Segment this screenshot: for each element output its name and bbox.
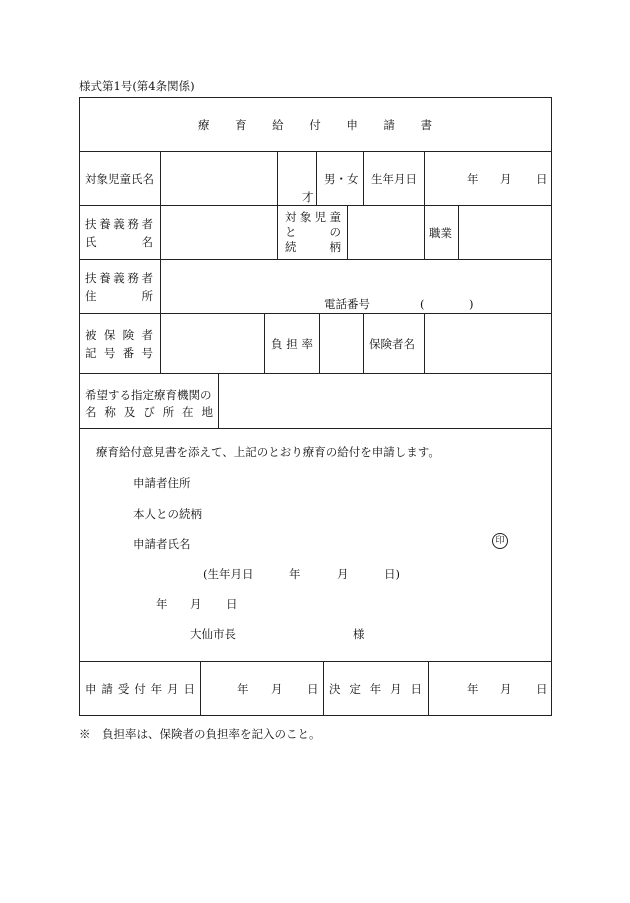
address-label-line2	[85, 289, 153, 303]
label-char: 率	[301, 337, 313, 351]
label-char: 扶	[85, 271, 97, 285]
label-char: 負	[271, 337, 283, 351]
row-line	[79, 661, 552, 662]
decided-date-label	[329, 682, 422, 696]
label-char: 名	[141, 235, 153, 249]
decided-day: 日	[536, 682, 548, 696]
label-char: 務	[127, 271, 139, 285]
form-number: 様式第1号(第4条関係)	[79, 79, 195, 93]
col-line	[200, 661, 201, 716]
birth-day-unit: 日	[536, 172, 548, 186]
col-line	[428, 661, 429, 716]
institution-label-line1: 希望する指定療育機関の	[85, 388, 212, 402]
row-line	[79, 428, 552, 429]
label-char: 称	[104, 405, 116, 419]
label-char: 氏	[85, 235, 97, 249]
decided-year: 年	[467, 682, 479, 696]
application-statement: 療育給付意見書を添えて、上記のとおり療育の給付を申請します。	[96, 445, 440, 459]
label-char: 年	[150, 682, 163, 696]
label-char: 名	[85, 405, 97, 419]
title-char: 書	[420, 118, 432, 132]
label-char: 険	[122, 328, 135, 342]
label-char: 務	[127, 217, 139, 231]
label-char: 年	[369, 682, 382, 696]
label-char: 対	[285, 210, 297, 224]
col-line	[264, 313, 265, 374]
relationship-field[interactable]	[210, 503, 500, 523]
label-char: 決	[329, 682, 341, 696]
label-char: 在	[182, 405, 194, 419]
address-label-line1	[85, 271, 153, 285]
label-char: 受	[117, 682, 130, 696]
guardian-label-line2	[85, 235, 153, 249]
application-date-day: 日	[226, 597, 238, 611]
col-line	[323, 661, 324, 716]
label-char: 養	[99, 271, 111, 285]
application-date-year: 年	[156, 597, 168, 611]
label-char: 日	[183, 682, 195, 696]
label-char: 者	[141, 271, 153, 285]
phone-paren-open: (	[420, 297, 425, 311]
title-char: 育	[235, 118, 247, 132]
label-char: 担	[286, 337, 298, 351]
honorific: 様	[353, 627, 365, 641]
birth-open: (生年月日	[203, 567, 254, 581]
col-line	[363, 151, 364, 206]
seal-mark: 印	[492, 533, 508, 549]
insurer-name-field[interactable]	[425, 314, 551, 373]
table-border-left	[79, 97, 80, 716]
sex-selector[interactable]: 男・女	[324, 172, 359, 186]
table-border-bottom	[79, 715, 552, 716]
guardian-name-field[interactable]	[161, 206, 276, 259]
label-char: 記	[85, 346, 97, 360]
title-char: 療	[198, 118, 210, 132]
relation-field[interactable]	[348, 206, 424, 259]
label-char: 児	[314, 210, 327, 224]
age-unit: 才	[302, 190, 314, 204]
phone-field[interactable]	[430, 296, 466, 312]
received-year: 年	[237, 682, 249, 696]
title-char: 請	[383, 118, 395, 132]
institution-field[interactable]	[219, 374, 551, 428]
label-char: 保	[103, 328, 116, 342]
label-char: 号	[103, 346, 116, 360]
label-char: 及	[123, 405, 136, 419]
label-char: 柄	[329, 240, 341, 254]
relation-label-line1	[285, 210, 341, 224]
relation-label-line3	[285, 240, 341, 254]
child-name-label: 対象児童氏名	[85, 172, 154, 186]
label-char: と	[285, 225, 297, 239]
title-char: 付	[309, 118, 321, 132]
title-char: 申	[346, 118, 358, 132]
title-char: 給	[272, 118, 284, 132]
addressee: 大仙市長	[190, 627, 236, 641]
label-char: 申	[85, 682, 97, 696]
label-char: の	[329, 225, 341, 239]
col-line	[424, 205, 425, 260]
relation-label-line2	[285, 225, 341, 239]
insured-number-field[interactable]	[161, 314, 264, 373]
applicant-address-label: 申請者住所	[133, 476, 191, 490]
table-border-right	[551, 97, 552, 716]
label-char: 住	[85, 289, 97, 303]
institution-label-line2	[85, 405, 213, 419]
received-date-label	[85, 682, 195, 696]
label-char: 象	[299, 210, 312, 224]
label-char: 月	[390, 682, 402, 696]
label-char: 所	[141, 289, 153, 303]
relationship-label: 本人との続柄	[133, 507, 202, 521]
label-char: 号	[141, 346, 153, 360]
col-line	[363, 313, 364, 374]
birth-year-unit: 年	[467, 172, 479, 186]
label-char: 者	[141, 328, 153, 342]
applicant-name-label: 申請者氏名	[133, 537, 191, 551]
application-date-month: 月	[190, 597, 202, 611]
label-char: 所	[162, 405, 175, 419]
form-title	[198, 118, 432, 132]
phone-label: 電話番号	[324, 297, 370, 311]
label-char: び	[143, 405, 155, 419]
applicant-name-field[interactable]	[200, 533, 480, 553]
decided-month: 月	[500, 682, 512, 696]
label-char: 続	[285, 240, 297, 254]
label-char: 日	[410, 682, 422, 696]
label-char: 被	[85, 328, 97, 342]
label-char: 番	[122, 346, 135, 360]
label-char: 義	[113, 271, 125, 285]
table-border-top	[79, 97, 552, 98]
guardian-address-field[interactable]	[161, 260, 551, 294]
label-char: 付	[134, 682, 146, 696]
applicant-birth-day: 日)	[384, 567, 400, 581]
applicant-birth-year: 年	[289, 567, 301, 581]
guardian-label-line1	[85, 217, 153, 231]
label-char: 童	[329, 210, 341, 224]
burden-rate-field[interactable]	[320, 314, 363, 373]
birth-month-unit: 月	[500, 172, 512, 186]
burden-rate-label	[271, 337, 313, 351]
label-char: 扶	[85, 217, 97, 231]
applicant-birth-month: 月	[337, 567, 349, 581]
insured-label-line2	[85, 346, 153, 360]
phone-paren-close: )	[469, 297, 474, 311]
insured-label-line1	[85, 328, 153, 342]
col-line	[424, 151, 425, 206]
label-char: 月	[167, 682, 179, 696]
job-field[interactable]	[459, 206, 551, 259]
insurer-name-label: 保険者名	[369, 337, 415, 351]
label-char: 者	[141, 217, 153, 231]
child-name-field[interactable]	[161, 152, 276, 205]
received-day: 日	[307, 682, 319, 696]
label-char: 請	[101, 682, 113, 696]
birthdate-label: 生年月日	[371, 172, 417, 186]
applicant-address-field[interactable]	[200, 472, 500, 492]
footnote: ※ 負担率は、保険者の負担率を記入のこと。	[79, 727, 321, 741]
label-char: 地	[201, 405, 213, 419]
label-char: 義	[113, 217, 125, 231]
label-char: 養	[99, 217, 111, 231]
received-month: 月	[271, 682, 283, 696]
job-label: 職業	[429, 226, 452, 240]
label-char: 定	[349, 682, 361, 696]
col-line	[316, 151, 317, 206]
col-line	[277, 205, 278, 260]
